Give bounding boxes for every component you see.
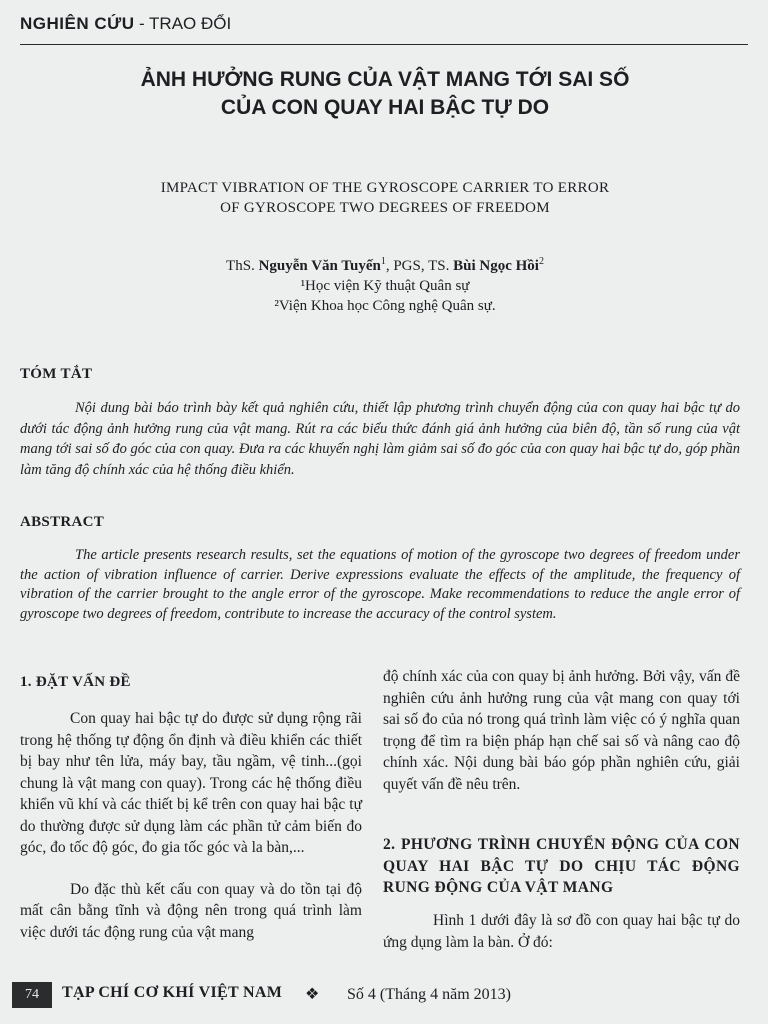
page-footer: [0, 982, 768, 1012]
section1-heading: 1. ĐẶT VẤN ĐỀ: [20, 674, 131, 690]
abstract-en-text: The article presents research results, set the equations of motion of the gyroscope two degrees of freedom under the action of vibration influence of carrier. Derive expressions evaluate the effects of the amplitude, the frequency of vibration of the carrier brought to the angle error of the gyroscope. Make recommendations to reduce the angle error of gyroscope two degrees of freedom, contribute to increase the accuracy of the control system.: [20, 547, 740, 622]
abstract-vn-heading: TÓM TẮT: [20, 366, 93, 382]
author1-name: Nguyễn Văn Tuyến: [258, 258, 381, 274]
header-subsection: - TRAO ĐỔI: [138, 14, 232, 33]
section1-paragraph2: Do đặc thù kết cấu con quay và do tồn tại độ mất cân bằng tĩnh và động nên trong quá trình làm việc dưới tác động rung của vật mang: [20, 880, 362, 941]
author-line: [120, 252, 650, 276]
english-title-line1: IMPACT VIBRATION OF THE GYROSCOPE CARRIER TO ERROR: [160, 180, 610, 196]
header-section: NGHIÊN CỨU: [20, 14, 135, 33]
english-title-line2: OF GYROSCOPE TWO DEGREES OF FREEDOM: [220, 200, 550, 216]
abstract-vn-text: Nội dung bài báo trình bày kết quả nghiên cứu, thiết lập phương trình chuyển động của con quay hai bậc tự do dưới tác động ảnh hưởng rung của vật mang. Rút ra các biểu thức đánh giá ảnh hưởng của biên độ, tần số rung của vật mang tới sai số đo góc của con quay. Đưa ra các khuyến nghị làm giảm sai số đo góc của con quay hai bậc tự do, góp phần làm tăng độ chính xác của hệ thống điều khiển.: [20, 400, 740, 478]
article-title-line1: ẢNH HƯỞNG RUNG CỦA VẬT MANG TỚI SAI SỐ: [140, 68, 630, 91]
author1-sup: 1: [380, 256, 386, 267]
author2-name: Bùi Ngọc Hồi: [453, 258, 539, 274]
section2-paragraph1: Hình 1 dưới đây là sơ đồ con quay hai bậc tự do ứng dụng làm la bàn. Ở đó:: [383, 912, 740, 951]
right-column-bottom: [383, 910, 740, 953]
right-column-top: [383, 666, 740, 795]
left-column: [20, 708, 362, 943]
affiliation-2: ²Viện Khoa học Công nghệ Quân sự.: [274, 298, 496, 314]
diamond-icon: ❖: [305, 986, 320, 1003]
article-title-line2: CỦA CON QUAY HAI BẬC TỰ DO: [220, 96, 550, 119]
abstract-en-heading: ABSTRACT: [20, 514, 105, 530]
issue-info: Số 4 (Tháng 4 năm 2013): [347, 986, 511, 1003]
page-number: 74: [12, 982, 52, 1008]
section2-heading: 2. PHƯƠNG TRÌNH CHUYỂN ĐỘNG CỦA CON QUAY HAI BẬC TỰ DO CHỊU TÁC ĐỘNG RUNG ĐỘNG CỦA VẬT MANG: [383, 836, 740, 896]
authors-block: [120, 252, 650, 316]
section1-paragraph3: độ chính xác của con quay bị ảnh hưởng. Bởi vậy, vấn đề nghiên cứu ảnh hưởng rung của vật mang con quay tới sai số đo của nó trong quá trình làm việc có ý nghĩa quan trọng để tìm ra biện pháp hạn chế sai số và nâng cao độ chính xác. Nội dung bài báo góp phần nghiên cứu, giải quyết vấn đề nêu trên.: [383, 668, 740, 793]
author1-title: ThS.: [226, 258, 259, 274]
page-header: [20, 14, 748, 45]
section1-paragraph1: Con quay hai bậc tự do được sử dụng rộng rãi trong hệ thống tự động ổn định và điều khiển các thiết bị bay như tên lửa, máy bay, tầu ngầm, vệ tinh...(gọi chung là vật mang con quay). Trong các hệ thống điều khiển vũ khí và các thiết bị kể trên con quay hai bậc tự do thường được sử dụng làm các phần tử cảm biến đo góc, đo tốc độ góc, đo gia tốc góc và la bàn,...: [20, 710, 362, 856]
journal-name: TẠP CHÍ CƠ KHÍ VIỆT NAM: [62, 984, 283, 1001]
author2-title: , PGS, TS.: [385, 258, 454, 274]
author2-sup: 2: [538, 256, 544, 267]
affiliation-1: ¹Học viện Kỹ thuật Quân sự: [300, 278, 470, 294]
article-title: [60, 66, 710, 122]
english-title: [90, 178, 680, 218]
